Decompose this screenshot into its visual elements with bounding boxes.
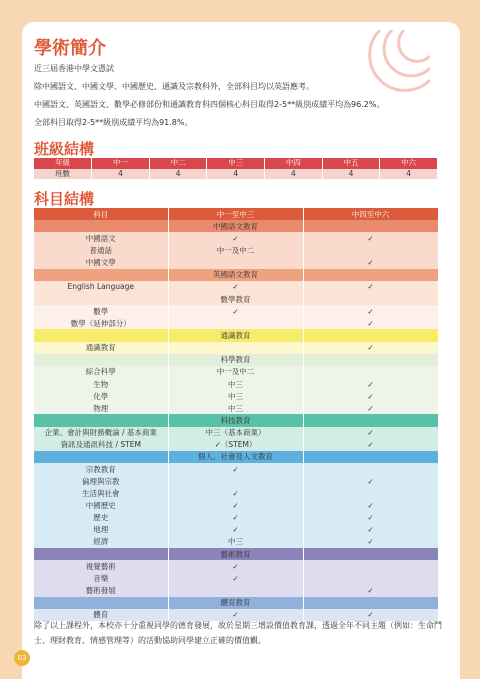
class-structure-table <box>34 158 438 179</box>
group-header-label: 藝術教育 <box>168 548 303 560</box>
junior-offering <box>168 317 303 329</box>
junior-offering: ✓ <box>168 281 303 293</box>
intro-line-2: 除中國語文、中國文學、中國歷史、通識及宗教科外，全部科目均以英語應考。 <box>34 82 314 91</box>
table-cell: 4 <box>322 169 380 180</box>
table-row <box>34 584 438 596</box>
group-header-label: 中國語文教育 <box>168 220 303 232</box>
senior-offering: ✓ <box>303 499 438 511</box>
subject-name: 物理 <box>34 402 168 414</box>
table-header-cell: 中五 <box>322 158 380 169</box>
junior-offering: 中三 <box>168 390 303 402</box>
table-cell: 4 <box>265 169 323 180</box>
table-row <box>34 475 438 487</box>
table-header-row <box>34 158 438 169</box>
group-header-row <box>34 597 438 609</box>
junior-offering: 中三 <box>168 378 303 390</box>
table-row <box>34 169 438 180</box>
senior-offering: ✓ <box>303 439 438 451</box>
table-header-row <box>34 208 438 220</box>
group-header-label: 通識教育 <box>168 329 303 341</box>
junior-offering <box>168 257 303 269</box>
subject-name: 普通話 <box>34 244 168 256</box>
junior-offering: ✓（STEM） <box>168 439 303 451</box>
table-row <box>34 257 438 269</box>
senior-offering: ✓ <box>303 317 438 329</box>
subject-name: 數學 <box>34 305 168 317</box>
senior-offering <box>303 560 438 572</box>
group-header-spacer <box>303 293 438 305</box>
senior-offering <box>303 463 438 475</box>
senior-offering: ✓ <box>303 232 438 244</box>
senior-offering: ✓ <box>303 609 438 621</box>
junior-offering: ✓ <box>168 487 303 499</box>
junior-offering: ✓ <box>168 524 303 536</box>
group-header-label: 科學教育 <box>168 354 303 366</box>
group-header-spacer <box>303 329 438 341</box>
junior-offering: ✓ <box>168 305 303 317</box>
group-header-row <box>34 269 438 281</box>
intro-title: 學術簡介 <box>34 38 106 59</box>
class-structure-title: 班級結構 <box>34 140 95 158</box>
junior-offering: ✓ <box>168 512 303 524</box>
subject-name: 中國歷史 <box>34 499 168 511</box>
table-row <box>34 487 438 499</box>
group-header-spacer <box>34 220 168 232</box>
table-row <box>34 536 438 548</box>
subject-name: 音樂 <box>34 572 168 584</box>
subject-name: 中國文學 <box>34 257 168 269</box>
subject-name: 歷史 <box>34 512 168 524</box>
table-header-cell: 年級 <box>34 158 92 169</box>
table-row <box>34 305 438 317</box>
subject-name: 經濟 <box>34 536 168 548</box>
group-header-spacer <box>34 329 168 341</box>
intro-line-4: 全部科目取得2-5**級別成績平均為91.8%。 <box>34 118 193 127</box>
table-header-cell: 中六 <box>380 158 438 169</box>
group-header-spacer <box>34 269 168 281</box>
group-header-spacer <box>303 220 438 232</box>
decorative-arcs-icon <box>360 30 430 100</box>
junior-offering: 中一及中二 <box>168 244 303 256</box>
senior-offering: ✓ <box>303 475 438 487</box>
subject-name: 綜合科學 <box>34 366 168 378</box>
table-row <box>34 402 438 414</box>
junior-offering: ✓ <box>168 560 303 572</box>
junior-offering: ✓ <box>168 609 303 621</box>
table-row <box>34 366 438 378</box>
subject-name: 生物 <box>34 378 168 390</box>
group-header-row <box>34 414 438 426</box>
table-header-cell: 中四至中六 <box>303 208 438 220</box>
group-header-spacer <box>303 269 438 281</box>
table-header-cell: 中二 <box>149 158 207 169</box>
senior-offering: ✓ <box>303 257 438 269</box>
senior-offering: ✓ <box>303 281 438 293</box>
table-header-cell: 中一至中三 <box>168 208 303 220</box>
senior-offering <box>303 244 438 256</box>
table-cell: 4 <box>380 169 438 180</box>
subject-name: 體育 <box>34 609 168 621</box>
junior-offering <box>168 342 303 354</box>
table-row <box>34 390 438 402</box>
senior-offering: ✓ <box>303 512 438 524</box>
subject-name: 地理 <box>34 524 168 536</box>
table-row <box>34 512 438 524</box>
senior-offering: ✓ <box>303 524 438 536</box>
group-header-spacer <box>303 414 438 426</box>
table-header-cell: 科目 <box>34 208 168 220</box>
table-row <box>34 499 438 511</box>
group-header-spacer <box>34 548 168 560</box>
intro-line-3: 中國語文、英國語文、數學必修部份和通識教育科四個核心科目取得2-5**級別成績平均為96.2%。 <box>34 100 385 109</box>
junior-offering: 中一及中二 <box>168 366 303 378</box>
group-header-row <box>34 548 438 560</box>
senior-offering: ✓ <box>303 402 438 414</box>
table-header-cell: 中三 <box>207 158 265 169</box>
group-header-label: 英國語文教育 <box>168 269 303 281</box>
junior-offering: 中三（基本商業） <box>168 427 303 439</box>
subject-name: 藝術發展 <box>34 584 168 596</box>
subject-name: 生活與社會 <box>34 487 168 499</box>
senior-offering <box>303 366 438 378</box>
group-header-spacer <box>303 354 438 366</box>
subject-name: 化學 <box>34 390 168 402</box>
table-cell: 4 <box>207 169 265 180</box>
table-row <box>34 572 438 584</box>
table-cell: 4 <box>92 169 150 180</box>
group-header-spacer <box>34 597 168 609</box>
senior-offering: ✓ <box>303 390 438 402</box>
subject-name: 倫理與宗教 <box>34 475 168 487</box>
subject-name: 企業、會計與財務概論 / 基本商業 <box>34 427 168 439</box>
page-number: 03 <box>14 650 30 666</box>
group-header-row <box>34 354 438 366</box>
subject-name: 通識教育 <box>34 342 168 354</box>
subject-structure-title: 科目結構 <box>34 190 95 208</box>
group-header-spacer <box>34 293 168 305</box>
junior-offering: ✓ <box>168 499 303 511</box>
senior-offering: ✓ <box>303 305 438 317</box>
table-row <box>34 463 438 475</box>
table-row <box>34 244 438 256</box>
senior-offering <box>303 572 438 584</box>
junior-offering: ✓ <box>168 463 303 475</box>
junior-offering <box>168 584 303 596</box>
table-row <box>34 439 438 451</box>
senior-offering: ✓ <box>303 584 438 596</box>
junior-offering <box>168 475 303 487</box>
intro-line-1: 近三屆香港中學文憑試 <box>34 64 114 73</box>
group-header-row <box>34 329 438 341</box>
senior-offering: ✓ <box>303 427 438 439</box>
group-header-row <box>34 451 438 463</box>
junior-offering: ✓ <box>168 232 303 244</box>
group-header-label: 個人、社會及人文教育 <box>168 451 303 463</box>
junior-offering: ✓ <box>168 572 303 584</box>
table-row <box>34 427 438 439</box>
senior-offering: ✓ <box>303 342 438 354</box>
senior-offering: ✓ <box>303 378 438 390</box>
table-row <box>34 342 438 354</box>
subject-name: 視覺藝術 <box>34 560 168 572</box>
content-card <box>22 22 460 679</box>
group-header-label: 體育教育 <box>168 597 303 609</box>
senior-offering <box>303 487 438 499</box>
footer-paragraph: 除了以上課程外，本校亦十分重視同學的德育發展，故於星期三增設價值教育課，透過全年不同主題（例如：生命鬥士、理財教育、情感管理等）的活動協助同學建立正確的價值觀。 <box>34 621 442 645</box>
table-row <box>34 378 438 390</box>
group-header-label: 數學教育 <box>168 293 303 305</box>
subject-name: 宗教教育 <box>34 463 168 475</box>
group-header-spacer <box>303 597 438 609</box>
table-cell: 班數 <box>34 169 92 180</box>
junior-offering: 中三 <box>168 536 303 548</box>
group-header-row <box>34 293 438 305</box>
table-row <box>34 560 438 572</box>
subject-name: 資訊及通訊科技 / STEM <box>34 439 168 451</box>
table-row <box>34 524 438 536</box>
group-header-spacer <box>34 354 168 366</box>
table-cell: 4 <box>149 169 207 180</box>
table-row <box>34 281 438 293</box>
senior-offering: ✓ <box>303 536 438 548</box>
subject-structure-table <box>34 208 439 621</box>
subject-name: 數學（延伸部分） <box>34 317 168 329</box>
table-row <box>34 232 438 244</box>
table-header-cell: 中一 <box>92 158 150 169</box>
group-header-spacer <box>303 451 438 463</box>
group-header-row <box>34 220 438 232</box>
group-header-spacer <box>34 414 168 426</box>
group-header-spacer <box>34 451 168 463</box>
table-row <box>34 317 438 329</box>
subject-name: English Language <box>34 281 168 293</box>
subject-name: 中國語文 <box>34 232 168 244</box>
junior-offering: 中三 <box>168 402 303 414</box>
group-header-label: 科技教育 <box>168 414 303 426</box>
group-header-spacer <box>303 548 438 560</box>
table-header-cell: 中四 <box>265 158 323 169</box>
